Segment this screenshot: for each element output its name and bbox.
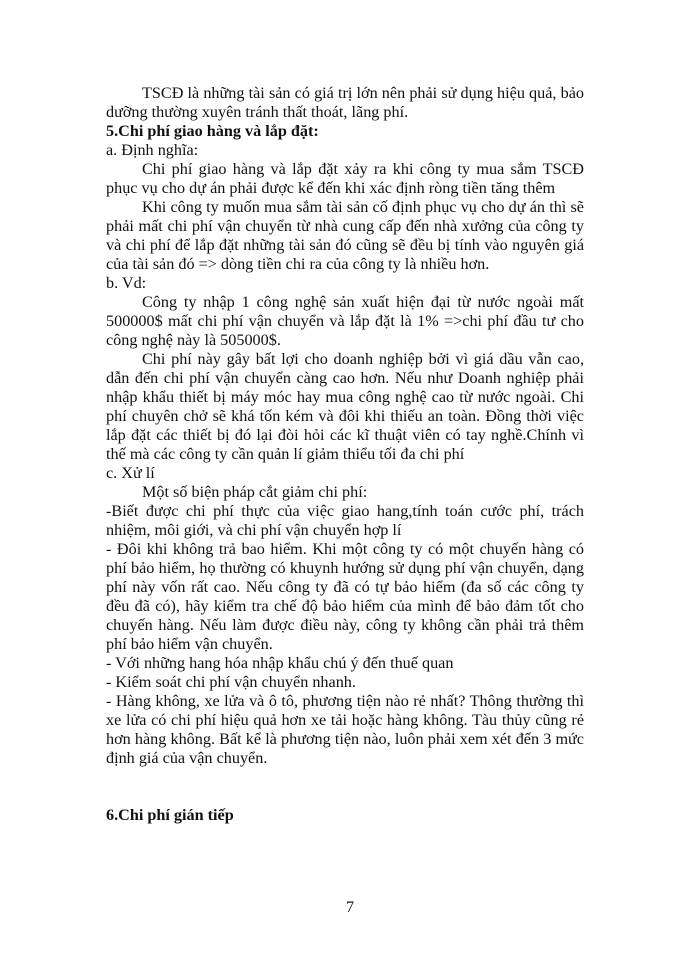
- section-6-heading: 6.Chi phí gián tiếp: [106, 806, 234, 824]
- document-page: [106, 84, 584, 825]
- page-number: 7: [346, 899, 354, 916]
- measure-item: - Kiểm soát chi phí vận chuyển nhanh.: [106, 673, 356, 691]
- subsection-c-label: c. Xử lí: [106, 464, 155, 482]
- example-paragraph-1: Công ty nhập 1 công nghệ sản xuất hiện đại từ nước ngoài mất 500000$ mất chi phí vận chuyển và lắp đặt là 1% =>chi phí đầu tư cho công nghệ này là 505000$.: [106, 293, 584, 349]
- measures-intro: Một số biện pháp cắt giảm chi phí:: [142, 483, 368, 501]
- section-spacer: [106, 768, 584, 806]
- measure-item: - Hàng không, xe lửa và ô tô, phương tiện nào rẻ nhất? Thông thường thì xe lửa có chi phí hiệu quả hơn xe tải hoặc hàng không. Tàu thủy cũng rẻ hơn hàng không. Bất kể là phương tiện nào, luôn phải xem xét đến 3 mức định giá của vận chuyển.: [106, 692, 584, 767]
- definition-paragraph-1: Chi phí giao hàng và lắp đặt xảy ra khi công ty mua sắm TSCĐ phục vụ cho dự án phải được kể đến khi xác định ròng tiền tăng thêm: [106, 160, 584, 197]
- subsection-a-label: a. Định nghĩa:: [106, 141, 199, 159]
- example-paragraph-2: Chi phí này gây bất lợi cho doanh nghiệp bởi vì giá dầu vẫn cao, dẫn đến chi phí vận chuyển càng cao hơn. Nếu như Doanh nghiệp phải nhập khẩu thiết bị máy móc hay mua công nghệ cao từ nước ngoài. Chi phí chuyên chở sẽ khá tốn kém và đôi khi thiếu an toàn. Đồng thời việc lắp đặt các thiết bị đó lại đòi hỏi các kĩ thuật viên có tay nghề.Chính vì thế mà các công ty cần quản lí giảm thiểu tối đa chi phí: [106, 350, 584, 463]
- measure-item: - Với những hang hóa nhập khẩu chú ý đến thuế quan: [106, 654, 454, 672]
- measure-item: - Đôi khi không trả bao hiểm. Khi một công ty có một chuyến hàng có phí bảo hiểm, họ thường có khuynh hướng sử dụng phí vận chuyển, dạng phí này vốn rất cao. Nếu công ty đã có tự bảo hiểm (đa số các công ty đều đã có), hãy kiểm tra chế độ bảo hiểm của mình để bảo đảm tốt cho chuyến hàng. Nếu làm được điều này, công ty không cần phải trả thêm phí bảo hiểm vận chuyển.: [106, 540, 584, 653]
- subsection-b-label: b. Vd:: [106, 274, 147, 292]
- intro-paragraph: TSCĐ là những tài sản có giá trị lớn nên phải sử dụng hiệu quả, bảo dưỡng thường xuyên tránh thất thoát, lãng phí.: [106, 84, 584, 121]
- section-5-heading: 5.Chi phí giao hàng và lắp đặt:: [106, 122, 319, 140]
- definition-paragraph-2: Khi công ty muốn mua sắm tài sản cố định phục vụ cho dự án thì sẽ phải mất chi phí vận chuyển từ nhà cung cấp đến nhà xưởng của công ty và chi phí để lắp đặt những tài sản đó cũng sẽ đều bị tính vào nguyên giá của tài sản đó => dòng tiền chi ra của công ty là nhiều hơn.: [106, 198, 584, 273]
- measure-item: -Biết được chi phí thực của việc giao hang,tính toán cước phí, trách nhiệm, môi giới, và chi phí vận chuyển hợp lí: [106, 502, 584, 539]
